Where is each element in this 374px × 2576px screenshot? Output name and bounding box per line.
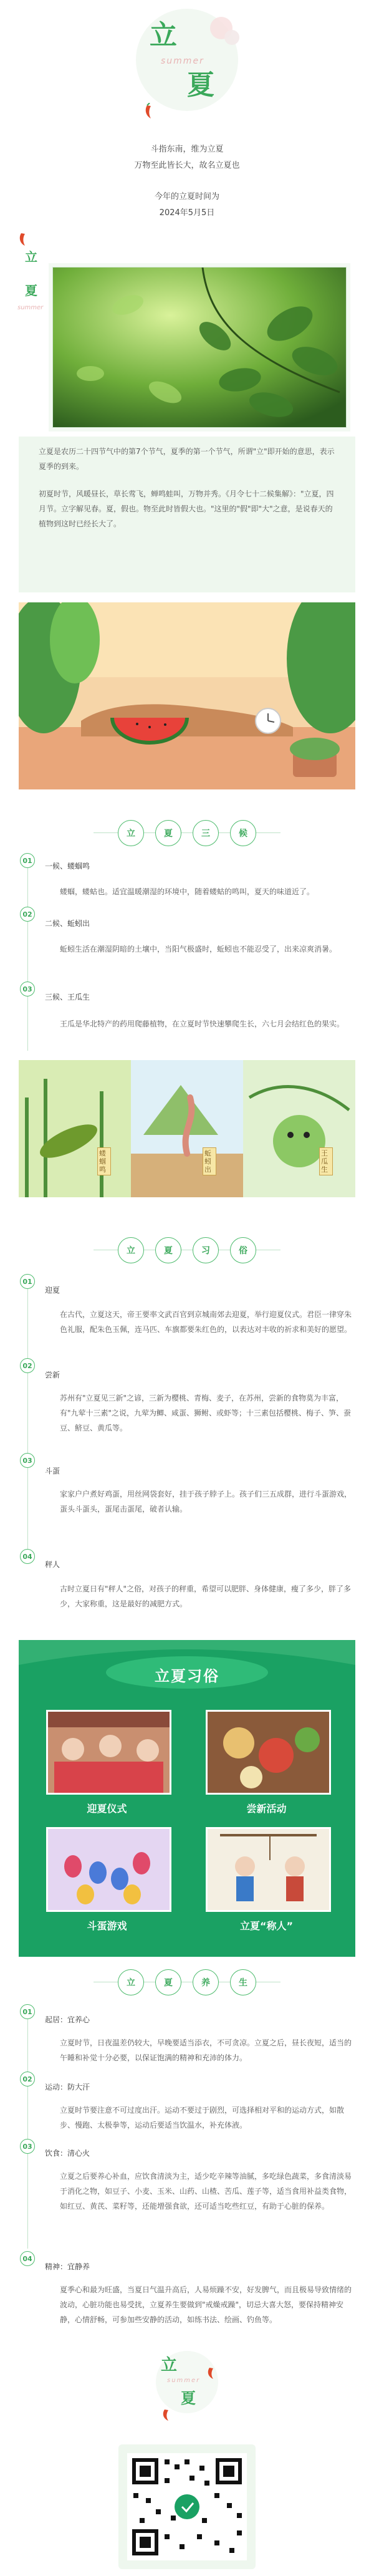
- item-body: 蝼蝈，蝼蛄也。适宜温暖潮湿的环境中，随着蝼蛄的鸣叫，夏天的味道近了。: [60, 887, 315, 896]
- item-body: 苏州有"立夏见三新"之谚，三新为樱桃、青梅、麦子，在苏州，尝新的食物莫为丰富，有"九荤十三素"之说，九荤为鲫、咸蛋、狮鲋、或虾等；十三素包括樱桃、梅子、笋、蚕豆、鲚豆、黄瓜等。: [60, 1394, 352, 1432]
- pentad-label: 王瓜生: [319, 1147, 333, 1175]
- blossom-decoration: [187, 12, 243, 50]
- header-char-top: 立: [150, 19, 177, 51]
- section-pill: 三: [193, 820, 219, 846]
- section1-pills: [0, 820, 374, 846]
- footer-char-bottom: 夏: [181, 2389, 196, 2407]
- custom-caption: 斗蛋游戏: [87, 1920, 127, 1932]
- section3-pills: [0, 1969, 374, 1995]
- item-number: 01: [20, 853, 35, 868]
- item-number: 01: [20, 2004, 35, 2019]
- qr-code[interactable]: [127, 2453, 247, 2560]
- footer-sub-en: summer: [167, 2377, 201, 2384]
- timeline-line: [27, 2018, 28, 2249]
- item-title: 一候、蝼蝈鸣: [45, 862, 90, 871]
- item-number: 02: [20, 1358, 35, 1373]
- section-pill: 夏: [155, 1237, 181, 1263]
- pentad-label: 蚯蚓出: [203, 1147, 216, 1175]
- section-pill: 立: [118, 820, 144, 846]
- item-title: 精神：宜静养: [45, 2262, 90, 2271]
- section-pill: 养: [193, 1969, 219, 1995]
- custom-photo-egg-fight: [46, 1827, 171, 1912]
- item-body: 王瓜是华北特产的药用爬藤植物，在立夏时节快速攀爬生长，六七月会结红色的果实。: [60, 1020, 345, 1028]
- footer-char-top: 立: [161, 2356, 178, 2375]
- item-body: 蚯蚓生活在潮湿阴暗的土壤中，当阳气极盛时，蚯蚓也不能忍受了，出来凉爽消暑。: [60, 945, 337, 953]
- intro-sub-en: summer: [17, 304, 44, 311]
- custom-photo-weigh-people: [206, 1827, 331, 1912]
- header-line-1: 斗指东南，维为立夏: [150, 145, 224, 154]
- item-title: 秤人: [45, 1560, 60, 1569]
- item-number: 03: [20, 1453, 35, 1468]
- header-line-2: 万物至此皆长大，故名立夏也: [134, 161, 240, 170]
- three-pentads-illustration: [19, 1060, 355, 1197]
- item-title: 尝新: [45, 1371, 60, 1379]
- item-body: 家家户户煮好鸡蛋，用丝网袋套好，挂于孩子脖子上。孩子们三五成群，进行斗蛋游戏，蛋头斗蛋头，蛋尾击蛋尾，破者认输。: [60, 1490, 352, 1513]
- item-title: 起居：宜养心: [45, 2015, 90, 2024]
- section-pill: 夏: [155, 1969, 181, 1995]
- item-title: 迎夏: [45, 1286, 60, 1295]
- chili-icon: [17, 231, 30, 247]
- item-title: 运动：防大汗: [45, 2083, 90, 2091]
- item-number: 03: [20, 2139, 35, 2154]
- custom-caption: 尝新活动: [246, 1803, 287, 1815]
- custom-photo-welcome-summer: [46, 1710, 171, 1795]
- custom-caption: 迎夏仪式: [87, 1803, 127, 1815]
- date-line-1: 今年的立夏时间为: [154, 192, 219, 201]
- leaves-photo: [52, 267, 347, 428]
- item-body: 在古代，立夏这天，帝王要率文武百官到京城南郊去迎夏，举行迎夏仪式。君臣一律穿朱色礼服，配朱色玉佩，连马匹、车旗都要朱红色的，以表达对丰收的祈求和美好的愿望。: [60, 1310, 352, 1334]
- section-pill: 生: [230, 1969, 256, 1995]
- chili-icon: [206, 2366, 217, 2380]
- item-body: 立夏时节要注意不可过度出汗。运动不要过于剧烈，可选择相对平和的运动方式，如散步、慢跑、太极拳等，运动后要适当饮温水，补充体液。: [60, 2106, 345, 2130]
- timeline-line: [27, 1285, 28, 1559]
- item-title: 饮食：清心火: [45, 2149, 90, 2158]
- header-sub-en: summer: [161, 56, 204, 66]
- item-number: 02: [20, 2072, 35, 2086]
- timeline-line: [27, 864, 28, 1051]
- custom-caption: 立夏“称人”: [239, 1920, 294, 1932]
- item-number: 01: [20, 1274, 35, 1289]
- intro-paragraph-2: 初夏时节，风暖昼长，草长莺飞，蝉鸣蛙叫，万物并秀。《月令七十二候集解》："立夏，四月节。立字解见春。夏，假也。物至此时皆假大也。"这里的"假"即"大"之意，是说春天的植物到这时已经长大了。: [39, 490, 334, 528]
- item-title: 三候、王瓜生: [45, 993, 90, 1001]
- intro-vertical-title-1: 立: [25, 249, 37, 264]
- chili-icon: [142, 103, 156, 120]
- section-pill: 候: [230, 820, 256, 846]
- section-pill: 立: [118, 1969, 144, 1995]
- item-title: 二候、蚯蚓出: [45, 919, 90, 928]
- section-pill: 立: [118, 1237, 144, 1263]
- item-body: 立夏之后要养心补血，应饮食清淡为主，适少吃辛辣等油腻，多吃绿色蔬菜，多食清淡易于消化之物，如豆子、小麦、玉米、山药、山楂、苦瓜、莲子等，适当食用补益类食物，如红豆、黄芪、菜籽等，还能增强食欲，还可适当吃些红豆，有助于心脏的保养。: [60, 2172, 352, 2211]
- item-number: 04: [20, 1549, 35, 1564]
- section-pill: 夏: [155, 820, 181, 846]
- item-body: 立夏时节，日夜温差仍较大，早晚要适当添衣，不可贪凉。立夏之后，昼长夜短，适当的午睡和补觉十分必要，以保证饱满的精神和充沛的体力。: [60, 2038, 352, 2062]
- item-body: 夏季心和最为旺盛，当夏日气温升高后，人易烦躁不安，好发脾气，而且极易导致情绪的波动，心脏功能也易受扰，立夏养生要做到"戒燥戒躁"，切忌大喜大怒，要保持精神安静，心情舒畅，可参加些安静的活动，如练书法、绘画、钓鱼等。: [60, 2285, 352, 2324]
- custom-photo-taste-new: [206, 1710, 331, 1795]
- date-line-2: 2024年5月5日: [159, 208, 215, 218]
- section2-pills: [0, 1237, 374, 1263]
- item-title: 斗蛋: [45, 1467, 60, 1475]
- intro-paragraph-1: 立夏是农历二十四节气中的第7个节气，夏季的第一个节气，所谓"立"即开始的意思，表示夏季的到来。: [39, 447, 335, 471]
- section-pill: 俗: [230, 1237, 256, 1263]
- item-body: 古时立夏日有"秤人"之俗，对孩子的秤重，希望可以肥胖、身体健康，瘦了多少，胖了多少，大家称重，这是最好的减肥方式。: [60, 1585, 352, 1608]
- item-number: 03: [20, 982, 35, 996]
- item-number: 02: [20, 907, 35, 922]
- header-char-bottom: 夏: [187, 69, 214, 101]
- item-number: 04: [20, 2251, 35, 2266]
- pentad-label: 蝼蝈鸣: [97, 1147, 111, 1175]
- chili-icon: [161, 2408, 172, 2422]
- watermelon-illustration: [19, 602, 355, 789]
- intro-vertical-title-2: 夏: [25, 283, 37, 298]
- customs-card-title: 立夏习俗: [155, 1667, 219, 1685]
- section-pill: 习: [193, 1237, 219, 1263]
